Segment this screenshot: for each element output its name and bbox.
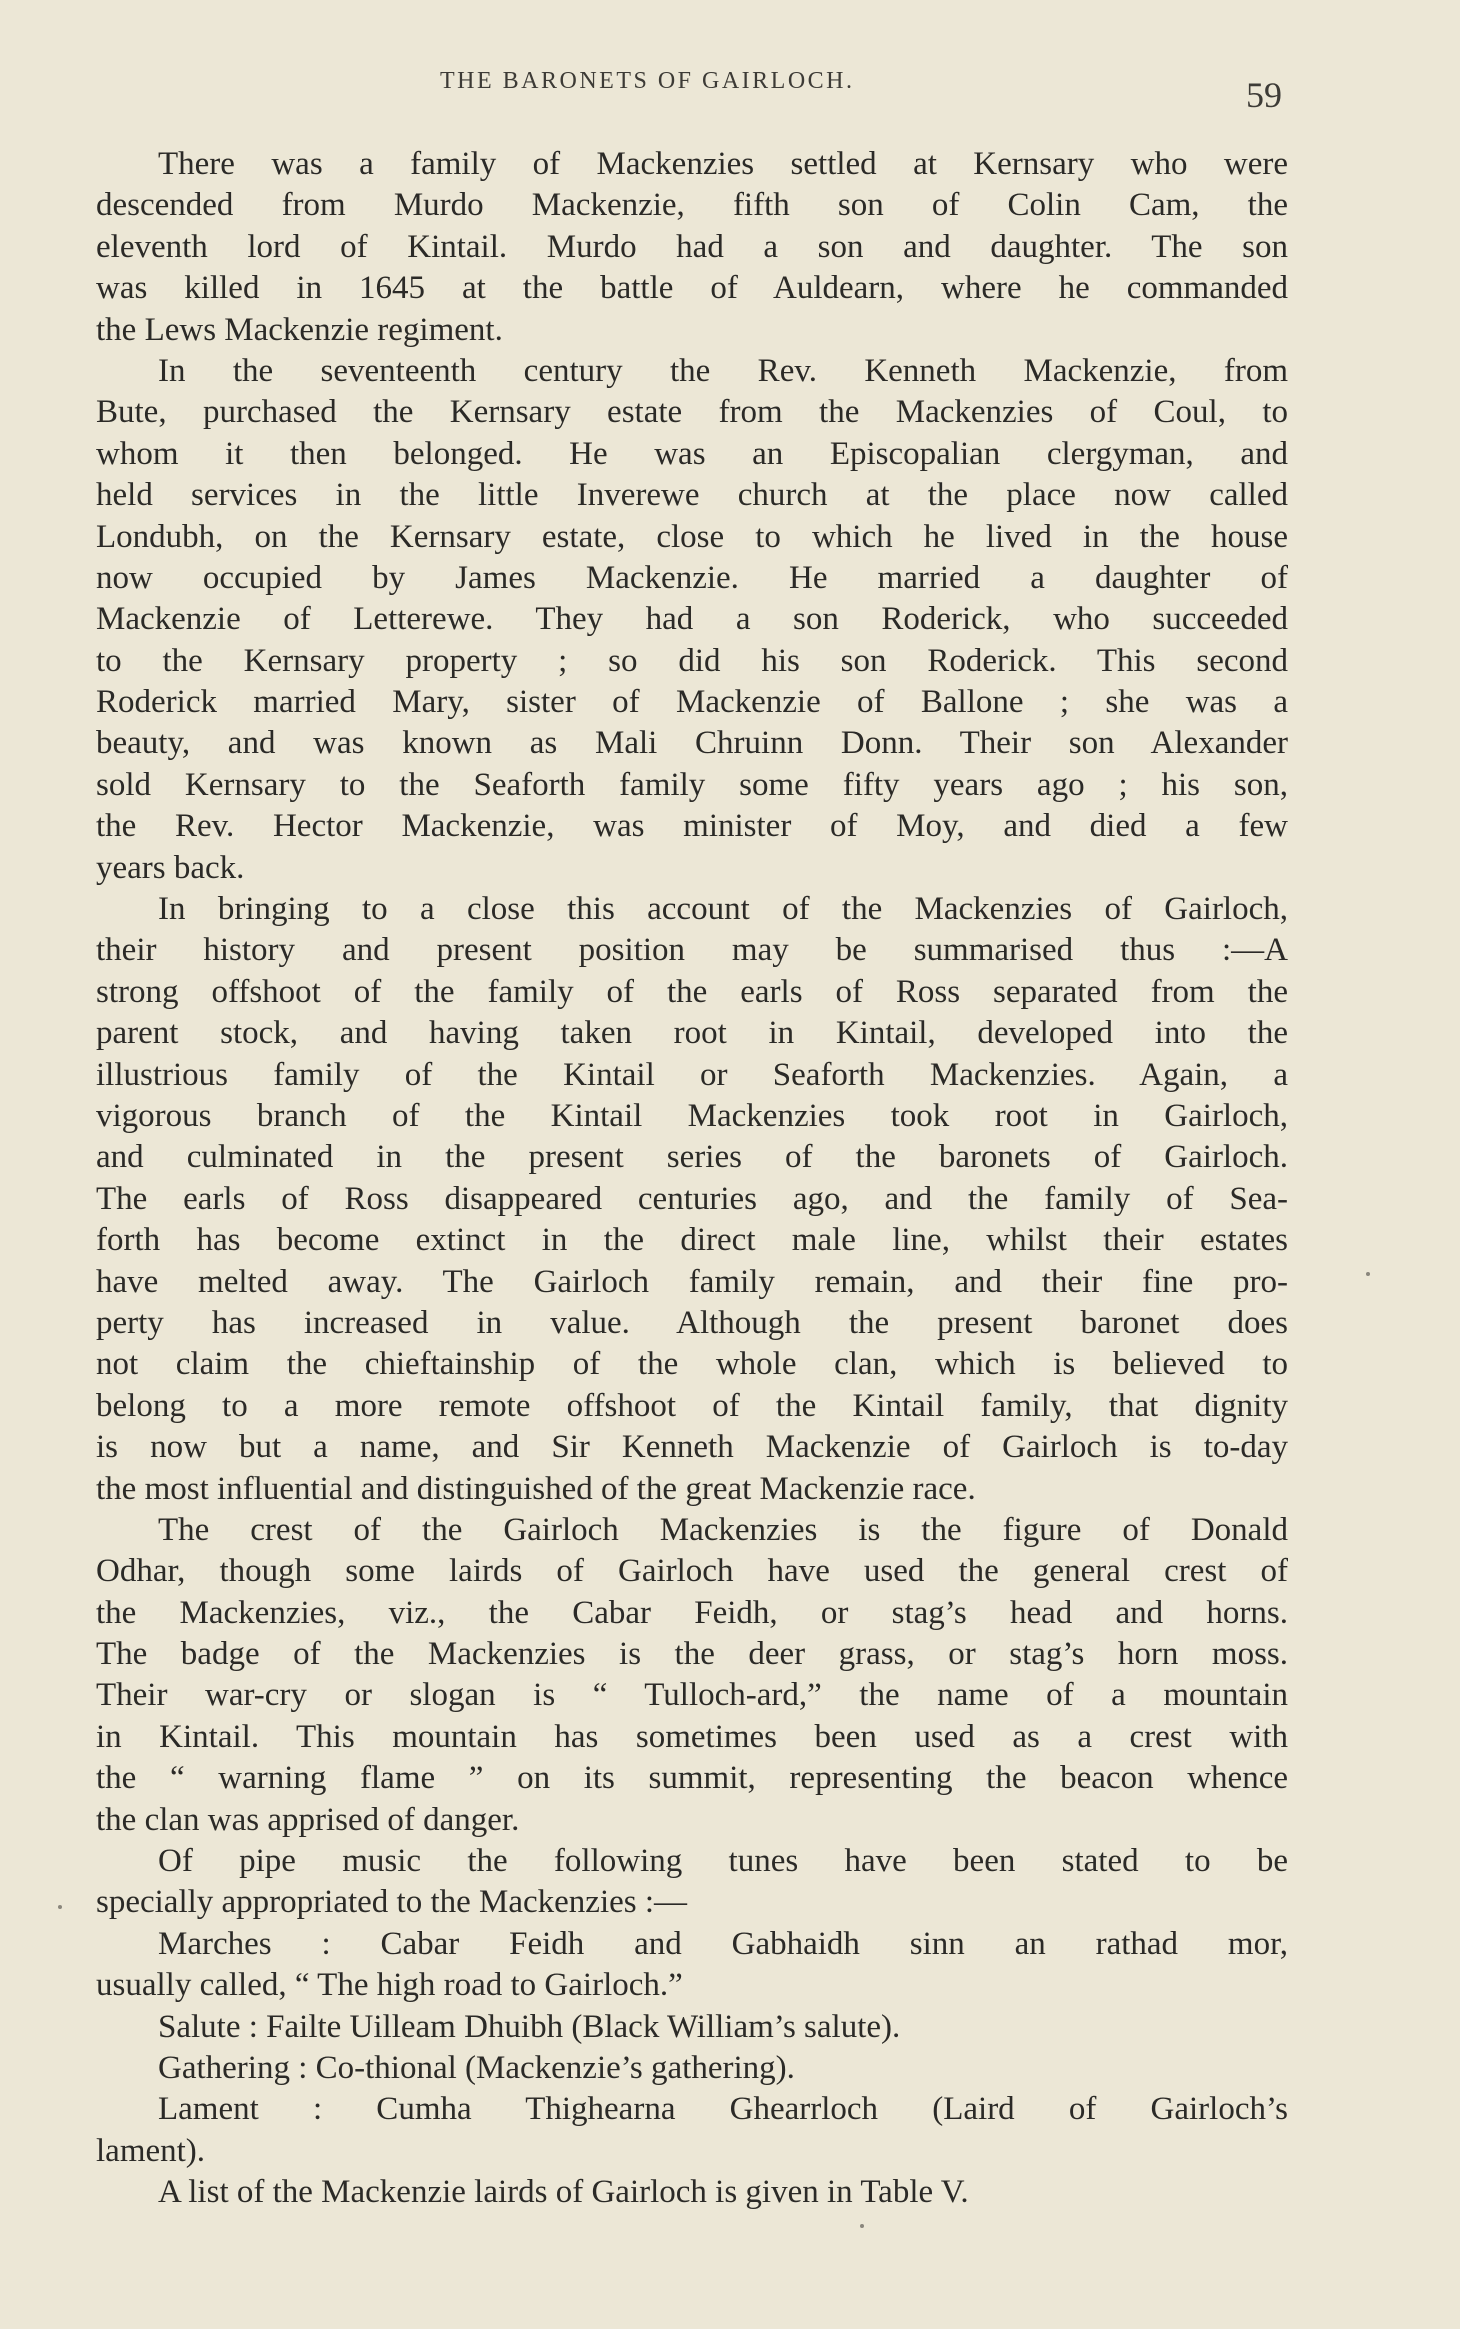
- text-line: the Mackenzies, viz., the Cabar Feidh, or stag’s head and horns.: [96, 1594, 1288, 1631]
- text-line: Marches : Cabar Feidh and Gabhaidh sinn an rathad mor,: [158, 1925, 1288, 1962]
- text-line: Lament : Cumha Thighearna Ghearrloch (Laird of Gairloch’s: [158, 2091, 1288, 2128]
- text-line: illustrious family of the Kintail or Seaforth Mackenzies. Again, a: [96, 1056, 1288, 1093]
- text-line: specially appropriated to the Mackenzies :—: [96, 1884, 688, 1921]
- text-line: The crest of the Gairloch Mackenzies is the figure of Donald: [158, 1511, 1288, 1548]
- text-line: the Rev. Hector Mackenzie, was minister of Moy, and died a few: [96, 808, 1288, 845]
- text-line: and culminated in the present series of the baronets of Gairloch.: [96, 1139, 1288, 1176]
- text-line: years back.: [96, 849, 245, 886]
- text-line: held services in the little Inverewe church at the place now called: [96, 477, 1288, 514]
- text-line: the “ warning flame ” on its summit, representing the beacon whence: [96, 1760, 1288, 1797]
- text-line: to the Kernsary property ; so did his son Roderick. This second: [96, 642, 1288, 679]
- text-line: Mackenzie of Letterewe. They had a son Roderick, who succeeded: [96, 601, 1288, 638]
- page-number: 59: [1246, 75, 1282, 115]
- running-head: THE BARONETS OF GAIRLOCH.: [440, 68, 855, 94]
- text-line: sold Kernsary to the Seaforth family some fifty years ago ; his son,: [96, 766, 1288, 803]
- text-line: In the seventeenth century the Rev. Kenneth Mackenzie, from: [158, 352, 1288, 389]
- text-line: Gathering : Co-thional (Mackenzie’s gathering).: [158, 2049, 795, 2086]
- text-line: is now but a name, and Sir Kenneth Mackenzie of Gairloch is to-day: [96, 1429, 1288, 1466]
- print-speck: [58, 1905, 62, 1909]
- text-line: have melted away. The Gairloch family remain, and their fine pro-: [96, 1263, 1288, 1300]
- text-line: parent stock, and having taken root in Kintail, developed into the: [96, 1015, 1288, 1052]
- text-line: eleventh lord of Kintail. Murdo had a son and daughter. The son: [96, 228, 1288, 265]
- text-line: lament).: [96, 2132, 206, 2169]
- text-line: their history and present position may be summarised thus :—A: [96, 932, 1288, 969]
- text-line: The badge of the Mackenzies is the deer grass, or stag’s horn moss.: [96, 1636, 1288, 1673]
- text-line: strong offshoot of the family of the earls of Ross separated from the: [96, 973, 1288, 1010]
- text-line: forth has become extinct in the direct male line, whilst their estates: [96, 1222, 1288, 1259]
- text-line: in Kintail. This mountain has sometimes been used as a crest with: [96, 1718, 1288, 1755]
- text-line: the Lews Mackenzie regiment.: [96, 311, 503, 348]
- text-line: Of pipe music the following tunes have been stated to be: [158, 1843, 1288, 1880]
- text-line: the clan was apprised of danger.: [96, 1801, 520, 1838]
- text-line: now occupied by James Mackenzie. He married a daughter of: [96, 559, 1288, 596]
- text-line: Bute, purchased the Kernsary estate from the Mackenzies of Coul, to: [96, 394, 1288, 431]
- text-line: vigorous branch of the Kintail Mackenzies took root in Gairloch,: [96, 1097, 1288, 1134]
- text-line: usually called, “ The high road to Gairloch.”: [96, 1967, 683, 2004]
- text-line: beauty, and was known as Mali Chruinn Donn. Their son Alexander: [96, 725, 1288, 762]
- text-line: Roderick married Mary, sister of Mackenzie of Ballone ; she was a: [96, 684, 1288, 721]
- text-line: perty has increased in value. Although the present baronet does: [96, 1304, 1288, 1341]
- text-line: was killed in 1645 at the battle of Auldearn, where he commanded: [96, 270, 1288, 307]
- text-line: The earls of Ross disappeared centuries ago, and the family of Sea-: [96, 1180, 1288, 1217]
- text-line: Londubh, on the Kernsary estate, close to which he lived in the house: [96, 518, 1288, 555]
- text-line: not claim the chieftainship of the whole clan, which is believed to: [96, 1346, 1288, 1383]
- print-speck: [1366, 1272, 1370, 1276]
- text-line: belong to a more remote offshoot of the Kintail family, that dignity: [96, 1387, 1288, 1424]
- text-line: There was a family of Mackenzies settled at Kernsary who were: [158, 146, 1288, 182]
- text-line: Odhar, though some lairds of Gairloch have used the general crest of: [96, 1553, 1288, 1590]
- text-line: descended from Murdo Mackenzie, fifth son of Colin Cam, the: [96, 187, 1288, 224]
- text-line: Their war-cry or slogan is “ Tulloch-ard,” the name of a mountain: [96, 1677, 1288, 1714]
- text-line: the most influential and distinguished of the great Mackenzie race.: [96, 1470, 976, 1507]
- text-line: A list of the Mackenzie lairds of Gairloch is given in Table V.: [158, 2174, 969, 2211]
- print-speck: [860, 2224, 864, 2228]
- text-line: whom it then belonged. He was an Episcopalian clergyman, and: [96, 435, 1288, 472]
- text-line: Salute : Failte Uilleam Dhuibh (Black William’s salute).: [158, 2008, 901, 2045]
- text-line: In bringing to a close this account of the Mackenzies of Gairloch,: [158, 891, 1288, 928]
- body-text: [96, 144, 1288, 2214]
